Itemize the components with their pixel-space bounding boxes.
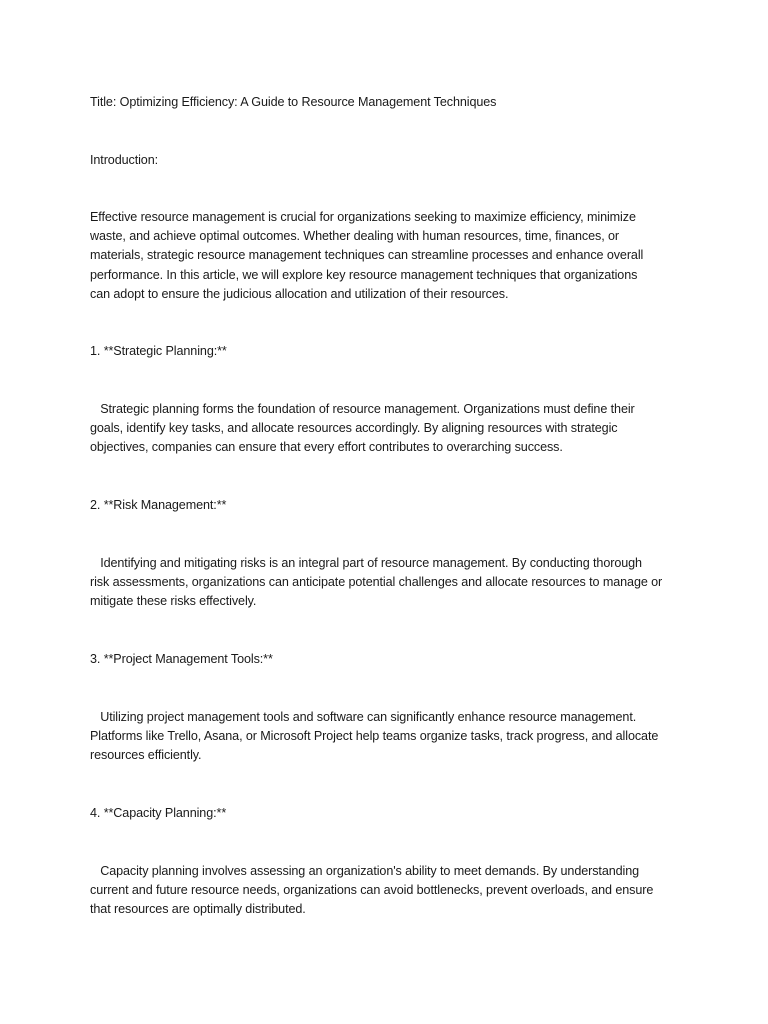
paragraph-line: goals, identify key tasks, and allocate resources accordingly. By aligning resources with strategic bbox=[90, 421, 618, 436]
introduction-paragraph bbox=[90, 208, 690, 304]
section-heading-project-management-tools: 3. **Project Management Tools:** bbox=[90, 652, 273, 666]
paragraph-line: that resources are optimally distributed. bbox=[90, 902, 306, 917]
paragraph-line: Strategic planning forms the foundation of resource management. Organizations must define their bbox=[90, 402, 635, 416]
paragraph-line: objectives, companies can ensure that every effort contributes to overarching success. bbox=[90, 440, 563, 455]
paragraph-line: Capacity planning involves assessing an organization's ability to meet demands. By understanding bbox=[90, 864, 640, 878]
section-paragraph-risk-management bbox=[90, 554, 690, 612]
paragraph-line: mitigate these risks effectively. bbox=[90, 594, 257, 609]
paragraph-line: Effective resource management is crucial for organizations seeking to maximize efficiency, minimize bbox=[90, 210, 636, 224]
paragraph-line: Identifying and mitigating risks is an integral part of resource management. By conducting thorough bbox=[90, 556, 642, 570]
paragraph-line: current and future resource needs, organizations can avoid bottlenecks, prevent overloads, and ensure bbox=[90, 883, 654, 898]
paragraph-line: Platforms like Trello, Asana, or Microsoft Project help teams organize tasks, track progress, and allocate bbox=[90, 729, 659, 744]
section-heading-strategic-planning: 1. **Strategic Planning:** bbox=[90, 344, 227, 358]
introduction-heading: Introduction: bbox=[90, 153, 159, 167]
section-paragraph-capacity-planning bbox=[90, 862, 690, 920]
paragraph-line: risk assessments, organizations can anticipate potential challenges and allocate resources to manage or bbox=[90, 575, 663, 590]
paragraph-line: performance. In this article, we will explore key resource management techniques that organizations bbox=[90, 267, 638, 282]
paragraph-line: materials, strategic resource management techniques can streamline processes and enhance overall bbox=[90, 248, 644, 263]
section-heading-capacity-planning: 4. **Capacity Planning:** bbox=[90, 806, 227, 820]
document-title: Title: Optimizing Efficiency: A Guide to Resource Management Techniques bbox=[90, 95, 497, 109]
paragraph-line: resources efficiently. bbox=[90, 748, 202, 763]
paragraph-line: waste, and achieve optimal outcomes. Whether dealing with human resources, time, finances, or bbox=[90, 229, 620, 244]
paragraph-line: can adopt to ensure the judicious allocation and utilization of their resources. bbox=[90, 286, 509, 301]
section-heading-risk-management: 2. **Risk Management:** bbox=[90, 498, 227, 512]
paragraph-line: Utilizing project management tools and software can significantly enhance resource management. bbox=[90, 710, 637, 724]
section-paragraph-project-management-tools bbox=[90, 708, 690, 766]
section-paragraph-strategic-planning bbox=[90, 400, 690, 458]
